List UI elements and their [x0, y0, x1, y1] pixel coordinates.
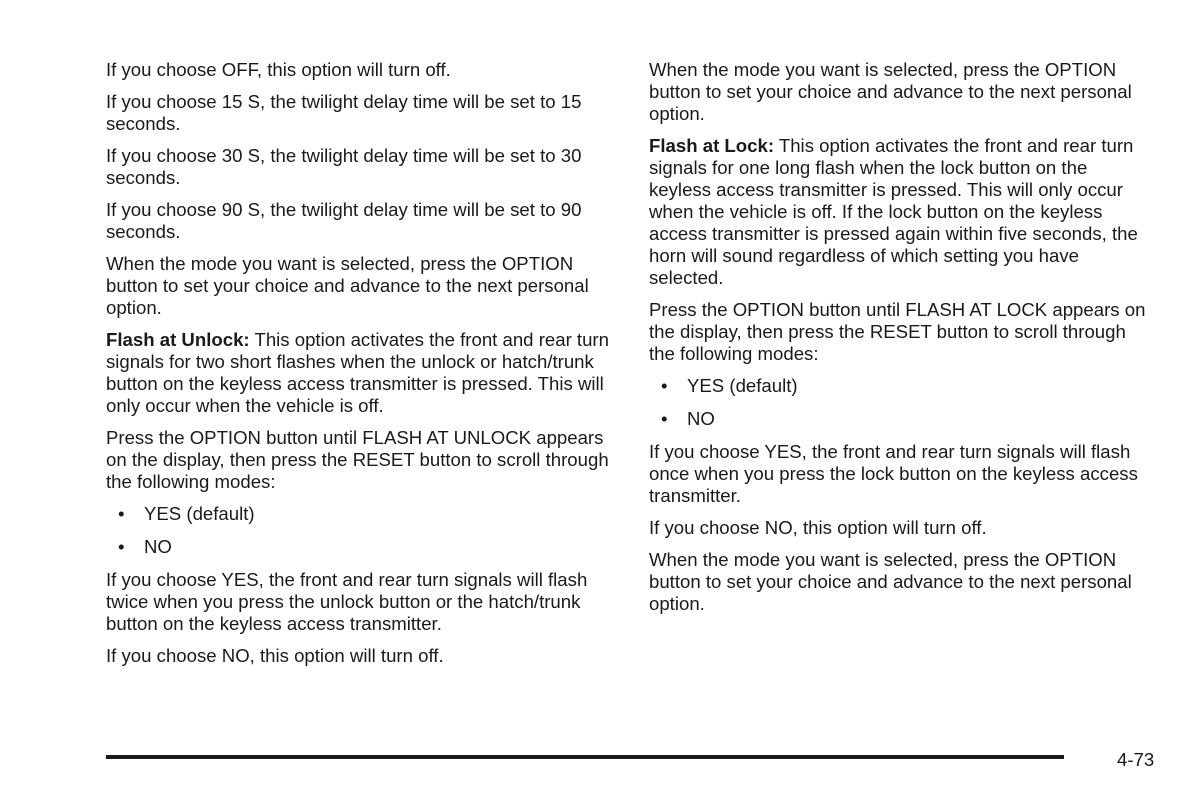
list-item — [106, 503, 618, 525]
flash-at-unlock-heading: Flash at Unlock: — [106, 329, 250, 350]
paragraph-yes: If you choose YES, the front and rear turn signals will flash twice when you press the unlock button or the hatch/trunk button on the keyless access transmitter. — [106, 569, 588, 634]
paragraph-90s: If you choose 90 S, the twilight delay time will be set to 90 seconds. — [106, 199, 582, 242]
bullet-icon: • — [118, 536, 125, 557]
footer-rule — [106, 755, 1064, 759]
flash-at-unlock-section — [106, 329, 618, 417]
mode-list — [649, 375, 1154, 430]
paragraph-press-option: Press the OPTION button until FLASH AT LOCK appears on the display, then press the RESET button to scroll through the following modes: — [649, 299, 1146, 364]
right-column — [649, 59, 1154, 625]
list-item-label: NO — [687, 408, 715, 429]
paragraph-mode-selected-2: When the mode you want is selected, press the OPTION button to set your choice and advance to the next personal option. — [649, 549, 1132, 614]
list-item-label: NO — [144, 536, 172, 557]
flash-at-unlock-body: This option activates the front and rear turn signals for two short flashes when the unlock or hatch/trunk button on the keyless access transmitter is pressed. This will only occur when the vehicle is off. — [106, 329, 609, 416]
flash-at-lock-section — [649, 135, 1154, 289]
list-item — [106, 536, 618, 558]
bullet-icon: • — [118, 503, 125, 524]
page-number: 4-73 — [1117, 749, 1155, 770]
paragraph-mode-selected: When the mode you want is selected, press the OPTION button to set your choice and advance to the next personal option. — [649, 59, 1132, 124]
flash-at-lock-heading: Flash at Lock: — [649, 135, 775, 156]
list-item — [649, 375, 1154, 397]
paragraph-mode-selected: When the mode you want is selected, press the OPTION button to set your choice and advance to the next personal option. — [106, 253, 589, 318]
paragraph-yes: If you choose YES, the front and rear turn signals will flash once when you press the lock button on the keyless access transmitter. — [649, 441, 1138, 506]
flash-at-lock-body: This option activates the front and rear turn signals for one long flash when the lock button on the keyless access transmitter is pressed. This will only occur when the vehicle is off. If the lock button on the keyless access transmitter is pressed again within five seconds, the horn will sound regardless of which setting you have selected. — [649, 135, 1138, 288]
paragraph-no: If you choose NO, this option will turn off. — [649, 517, 987, 538]
paragraph-press-option: Press the OPTION button until FLASH AT UNLOCK appears on the display, then press the RESET button to scroll through the following modes: — [106, 427, 609, 492]
list-item-label: YES (default) — [144, 503, 255, 524]
mode-list — [106, 503, 618, 558]
list-item — [649, 408, 1154, 430]
list-item-label: YES (default) — [687, 375, 798, 396]
bullet-icon: • — [661, 375, 668, 396]
bullet-icon: • — [661, 408, 668, 429]
paragraph-off: If you choose OFF, this option will turn off. — [106, 59, 451, 80]
paragraph-15s: If you choose 15 S, the twilight delay time will be set to 15 seconds. — [106, 91, 582, 134]
left-column — [106, 59, 618, 677]
paragraph-no: If you choose NO, this option will turn off. — [106, 645, 444, 666]
paragraph-30s: If you choose 30 S, the twilight delay time will be set to 30 seconds. — [106, 145, 582, 188]
